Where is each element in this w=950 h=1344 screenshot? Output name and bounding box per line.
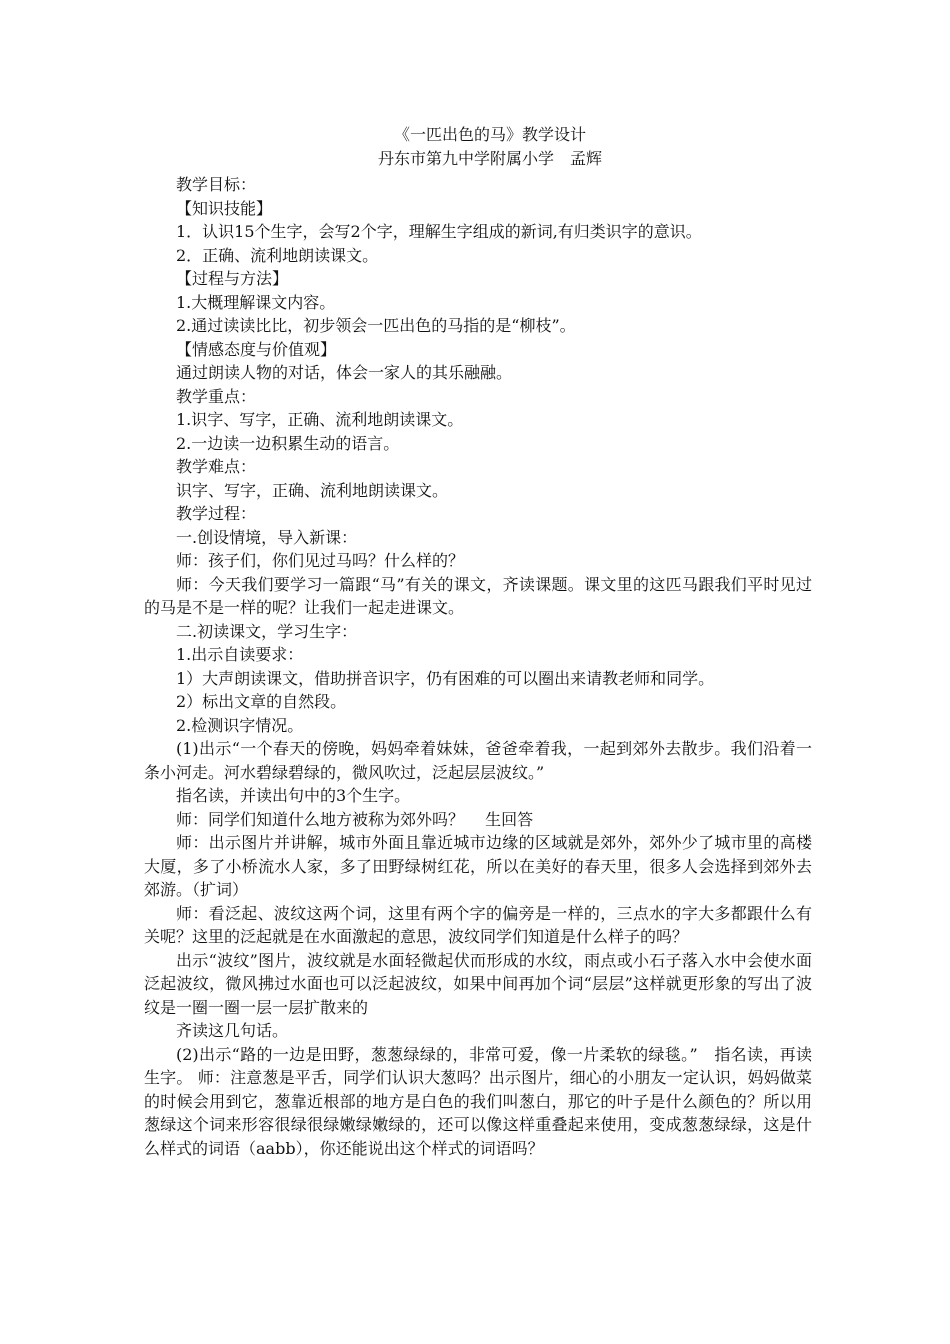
section-heading: 【知识技能】 bbox=[176, 198, 273, 218]
section-heading: 教学重点： bbox=[176, 386, 257, 406]
document-body bbox=[144, 173, 812, 1160]
paragraph: 指名读，并读出句中的3个生字。 bbox=[176, 786, 411, 805]
list-item: 1．认识15个生字，会写2个字，理解生字组成的新词,有归类识字的意识。 bbox=[176, 222, 702, 241]
paragraph: 识字、写字，正确、流利地朗读课文。 bbox=[176, 480, 449, 500]
paragraph: (2)出示“路的一边是田野，葱葱绿绿的，非常可爱，像一片柔软的绿毯。” 指名读，再读生字。 师：注意葱是平舌，同学们认识大葱吗？出示图片，细心的小朋友一定认识，妈妈做菜的时候会用到它，葱靠近根部的地方是白色的我们叫葱白，那它的叶子是什么颜色的？所以用葱绿这个词来形容很绿很绿嫩绿嫩绿的，还可以像这样重叠起来使用，变成葱葱绿绿，这是什么样式的词语（aabb），你还能说出这个样式的词语吗？ bbox=[144, 1044, 812, 1158]
paragraph: 师：看泛起、波纹这两个词，这里有两个字的偏旁是一样的，三点水的字大多都跟什么有关呢？这里的泛起就是在水面激起的意思，波纹同学们知道是什么样子的吗？ bbox=[144, 903, 812, 946]
document-title: 《一匹出色的马》教学设计 bbox=[393, 125, 586, 144]
list-item: 1）大声朗读课文，借助拼音识字，仍有困难的可以圈出来请教老师和同学。 bbox=[176, 668, 715, 688]
section-heading: 教学难点： bbox=[176, 457, 257, 476]
paragraph: 师：今天我们要学习一篇跟“马”有关的课文，齐读课题。课文里的这匹马跟我们平时见过的马是不是一样的呢？让我们一起走进课文。 bbox=[144, 574, 812, 617]
list-item: 1.识字、写字，正确、流利地朗读课文。 bbox=[176, 410, 464, 429]
section-heading: 一.创设情境，导入新课： bbox=[176, 527, 358, 547]
section-heading: 教学目标： bbox=[176, 175, 257, 194]
section-heading: 【情感态度与价值观】 bbox=[176, 339, 337, 359]
list-item: 2.通过读读比比，初步领会一匹出色的马指的是“柳枝”。 bbox=[176, 316, 576, 335]
paragraph: (1)出示“一个春天的傍晚，妈妈牵着妹妹，爸爸牵着我，一起到郊外去散步。我们沿着一条小河走。河水碧绿碧绿的，微风吹过，泛起层层波纹。” bbox=[144, 739, 812, 782]
paragraph: 师：同学们知道什么地方被称为郊外吗？ 生回答 bbox=[176, 809, 534, 829]
list-item: 1.出示自读要求： bbox=[176, 645, 304, 664]
paragraph: 齐读这几句话。 bbox=[176, 1021, 289, 1040]
paragraph: 出示“波纹”图片，波纹就是水面轻微起伏而形成的水纹，雨点或小石子落入水中会使水面泛起波纹，微风拂过水面也可以泛起波纹，如果中间再加个词“层层”这样就更形象的写出了波纹是一圈一圈一层一层扩散来的 bbox=[144, 950, 812, 1017]
paragraph: 通过朗读人物的对话，体会一家人的其乐融融。 bbox=[176, 363, 513, 382]
list-item: 2．正确、流利地朗读课文。 bbox=[176, 245, 379, 265]
section-heading: 二.初读课文，学习生字： bbox=[176, 621, 358, 641]
section-heading: 【过程与方法】 bbox=[176, 269, 289, 288]
list-item: 1.大概理解课文内容。 bbox=[176, 292, 336, 312]
list-item: 2.检测识字情况。 bbox=[176, 715, 304, 735]
paragraph: 师：孩子们，你们见过马吗？什么样的？ bbox=[176, 551, 465, 570]
paragraph: 师：出示图片并讲解，城市外面且靠近城市边缘的区域就是郊外，郊外少了城市里的高楼大厦，多了小桥流水人家，多了田野绿树红花，所以在美好的春天里，很多人会选择到郊外去郊游。（扩词） bbox=[144, 833, 812, 899]
section-heading: 教学过程： bbox=[176, 504, 257, 523]
document-author: 丹东市第九中学附属小学 孟辉 bbox=[377, 149, 602, 168]
list-item: 2）标出文章的自然段。 bbox=[176, 692, 347, 711]
list-item: 2.一边读一边积累生动的语言。 bbox=[176, 433, 400, 453]
